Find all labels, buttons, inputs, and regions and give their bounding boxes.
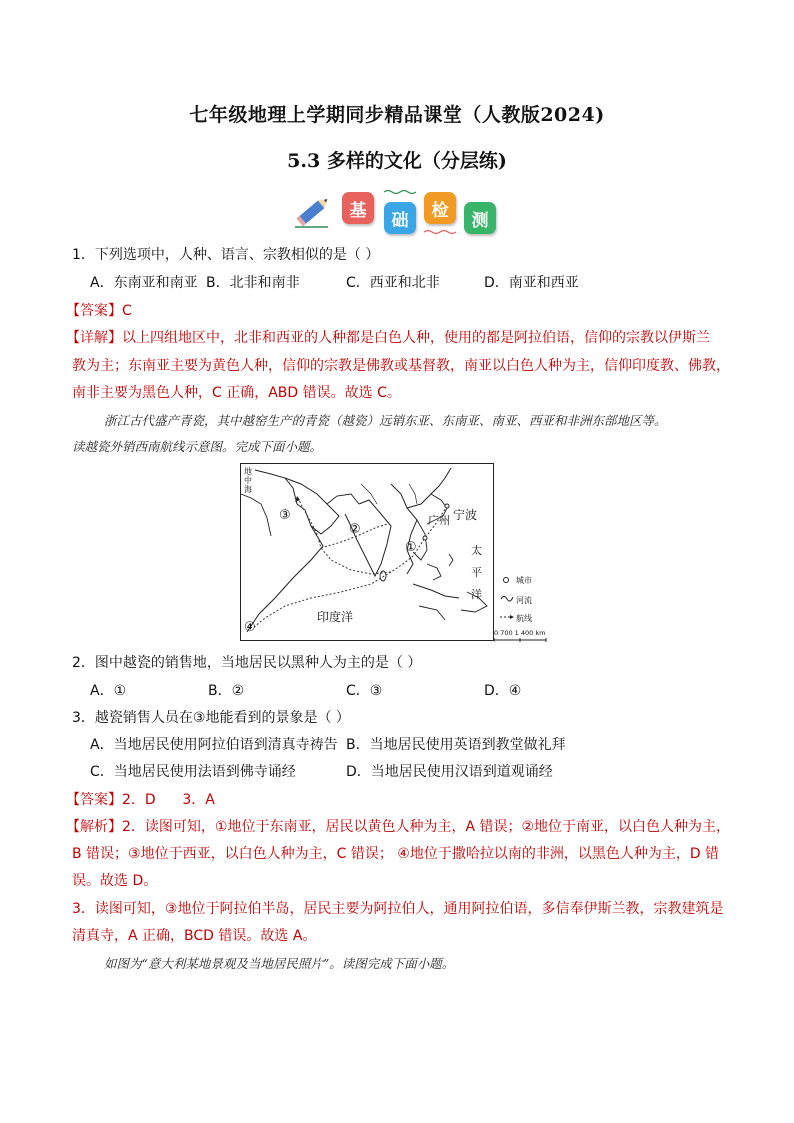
answers-tag: 【答案】	[66, 792, 122, 808]
q3-option-a: A．当地居民使用阿拉伯语到清真寺祷告	[90, 737, 338, 753]
map-marker-2: ②	[349, 522, 361, 537]
q1-stem: 1．下列选项中，人种、语言、宗教相似的是（ ）	[72, 247, 380, 263]
analysis-line-4: 3．读图可知，③地位于阿拉伯半岛，居民主要为阿拉伯人，通用阿拉伯语，多信奉伊斯兰教，宗教建筑是	[72, 901, 724, 917]
trade-route-map	[240, 463, 494, 641]
q3-option-d: D．当地居民使用汉语到道观诵经	[346, 764, 553, 780]
passage1-line-2: 读越瓷外销西南航线示意图。完成下面小题。	[72, 439, 323, 454]
detail-text: 以上四组地区中，北非和西亚的人种都是白色人种，使用的都是阿拉伯语，信仰的宗教以伊斯兰	[122, 330, 710, 346]
analysis-line-1	[66, 816, 730, 836]
q1-option-c: C．西亚和北非	[346, 275, 440, 291]
answers-values: 2．D 3．A	[122, 792, 215, 808]
badge-ce: 测	[464, 202, 496, 234]
q2-option-c: C．③	[346, 683, 383, 699]
q1-detail-line-3: 南非主要为黑色人种，C 正确，ABD 错误。故选 C。	[72, 385, 401, 401]
badge-chu: 础	[384, 202, 416, 234]
q2-option-d: D．④	[484, 683, 522, 699]
q1-option-a: A．东南亚和南亚	[90, 275, 198, 291]
map-marker-3: ③	[279, 508, 291, 523]
section-badges	[292, 188, 507, 238]
q2-option-b: B．②	[208, 683, 245, 699]
wave-decoration	[382, 188, 462, 236]
map-label-pacific-2: 平	[471, 566, 482, 579]
q1-option-b: B．北非和南非	[206, 275, 300, 291]
q1-option-d: D．南亚和西亚	[484, 275, 579, 291]
map-marker-1: ①	[405, 540, 417, 555]
q1-detail-line-1	[66, 327, 710, 347]
legend-route: 航线	[516, 614, 532, 623]
answer-tag: 【答案】	[66, 303, 122, 319]
q1-detail-line-2: 教为主；东南亚主要为黄色人种，信仰的宗教是佛教或基督教，南亚以白色人种为主，信仰印度教、佛教，	[72, 358, 730, 374]
map-label-pacific-3: 洋	[471, 588, 482, 601]
passage1-line-1: 浙江古代盛产青瓷，其中越窑生产的青瓷（越瓷）远销东亚、东南亚、南亚、西亚和非洲东部地区等。	[104, 413, 667, 428]
pencil-icon	[292, 194, 332, 230]
badge-ji: 基	[342, 192, 374, 224]
passage2: 如图为“意大利某地景观及当地居民照片”。读图完成下面小题。	[104, 956, 455, 971]
badge-jian: 检	[424, 192, 456, 224]
answer-value: C	[122, 303, 132, 319]
map-label-ningbo: 宁波	[453, 508, 478, 522]
map-label-pacific-1: 太	[471, 544, 482, 557]
lesson-title: 5.3 多样的文化（分层练)	[287, 150, 507, 172]
scale-bar	[494, 638, 548, 642]
legend-river: 河流	[516, 596, 532, 605]
q1-answer	[66, 300, 132, 320]
analysis-text: 2．读图可知，①地位于东南亚，居民以黄色人种为主，A 错误；②地位于南亚，以白色人种为主，	[122, 819, 731, 835]
analysis-line-2: B 错误；③地位于西亚，以白色人种为主，C 错误； ④地位于撒哈拉以南的非洲，以黑色人种为主，D 错	[72, 846, 720, 862]
legend-scale: 0 700 1 400 km	[494, 629, 546, 637]
document-title: 七年级地理上学期同步精品课堂（人教版2024)	[189, 104, 605, 126]
legend-city: 城市	[516, 576, 532, 585]
q3-option-b: B．当地居民使用英语到教堂做礼拜	[346, 737, 566, 753]
q2-stem: 2．图中越瓷的销售地，当地居民以黑种人为主的是（ ）	[72, 655, 422, 671]
analysis-line-3: 误。故选 D。	[72, 873, 158, 889]
analysis-line-5: 清真寺，A 正确，BCD 错误。故选 A。	[72, 928, 317, 944]
legend-symbols	[500, 575, 514, 627]
map-label-sea: 地 中 海	[244, 467, 252, 494]
q3-stem: 3．越瓷销售人员在③地能看到的景象是（ ）	[72, 710, 350, 726]
analysis-tag: 【解析】	[66, 819, 122, 835]
map-legend	[494, 575, 554, 643]
answers-23	[66, 789, 215, 809]
map-label-indian-ocean: 印度洋	[317, 610, 354, 624]
q2-option-a: A．①	[90, 683, 127, 699]
map-marker-4: ④	[244, 620, 256, 635]
map-label-guangzhou: 广州	[428, 514, 450, 527]
q3-option-c: C．当地居民使用法语到佛寺诵经	[90, 764, 296, 780]
detail-tag: 【详解】	[66, 330, 122, 346]
